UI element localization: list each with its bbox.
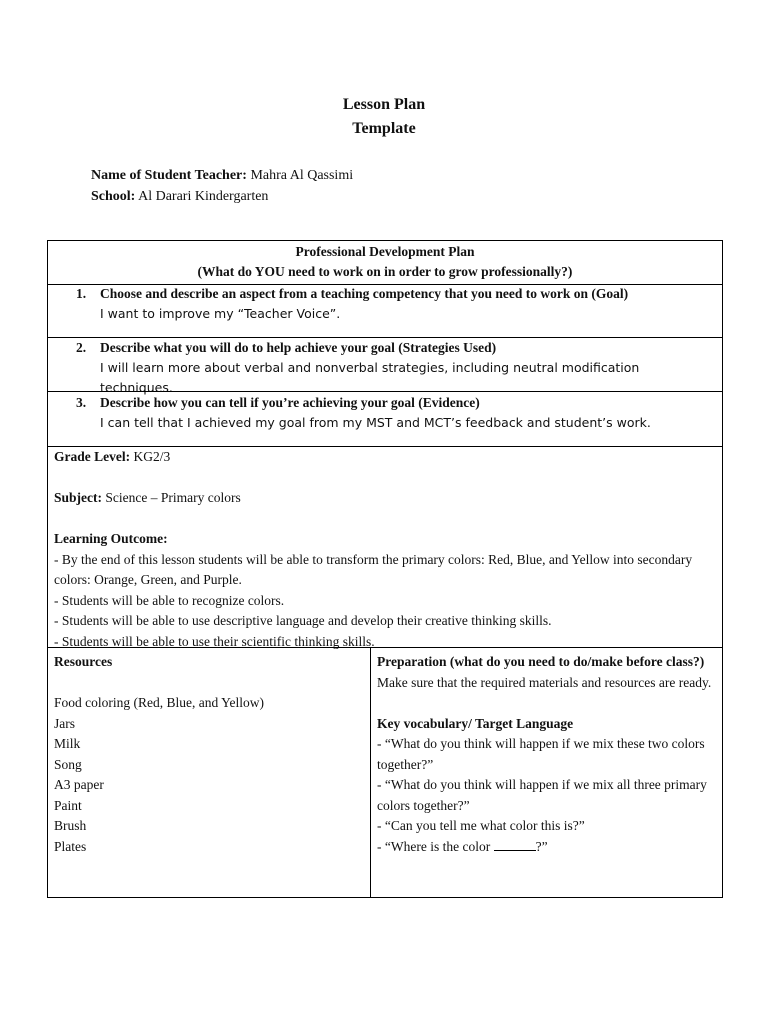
pdp-heading: Professional Development Plan bbox=[295, 244, 475, 259]
pdp-subheading: (What do YOU need to work on in order to grow professionally?) bbox=[197, 264, 573, 279]
pdp-item-strategies bbox=[76, 338, 714, 398]
fill-in-blank bbox=[494, 837, 536, 851]
resource-item: Milk bbox=[54, 736, 81, 751]
learning-outcome-label: Learning Outcome: bbox=[54, 531, 168, 546]
item-question: Describe what you will do to help achieve your goal (Strategies Used) bbox=[100, 340, 497, 355]
grade-level-value: KG2/3 bbox=[133, 449, 171, 464]
pdp-item-goal bbox=[76, 284, 714, 324]
vocabulary-item: - “What do you think will happen if we mix these two colors together?” bbox=[377, 736, 705, 772]
item-question: Choose and describe an aspect from a teaching competency that you need to work on (Goal) bbox=[100, 286, 629, 301]
document-subtitle: Template bbox=[352, 120, 416, 137]
student-teacher-value: Mahra Al Qassimi bbox=[250, 168, 354, 183]
vocabulary-item: - “Can you tell me what color this is?” bbox=[377, 818, 585, 833]
preparation-text: Make sure that the required materials and resources are ready. bbox=[377, 674, 712, 690]
preparation-column bbox=[377, 652, 717, 857]
pdp-item-evidence bbox=[76, 393, 714, 433]
item-number: 1. bbox=[76, 286, 87, 301]
item-answer: I will learn more about verbal and nonverbal strategies, including neutral modification techniques. bbox=[100, 360, 640, 395]
vocabulary-heading: Key vocabulary/ Target Language bbox=[377, 715, 574, 731]
vocabulary-suffix: ?” bbox=[535, 838, 548, 854]
school-value: Al Darari Kindergarten bbox=[138, 189, 269, 204]
resources-heading: Resources bbox=[54, 654, 113, 669]
school-line bbox=[91, 187, 268, 207]
subject-line bbox=[54, 488, 714, 509]
learning-outcome-item: - Students will be able to recognize colors. bbox=[54, 592, 285, 608]
resource-item: Paint bbox=[54, 797, 82, 813]
lesson-details bbox=[54, 447, 714, 652]
learning-outcome-item: - Students will be able to use descriptive language and develop their creative thinking skills. bbox=[54, 613, 552, 628]
vocabulary-prefix: - “Where is the color bbox=[377, 838, 494, 854]
item-question: Describe how you can tell if you’re achieving your goal (Evidence) bbox=[100, 395, 480, 410]
preparation-heading: Preparation (what do you need to do/make before class?) bbox=[377, 654, 705, 669]
item-number: 2. bbox=[76, 340, 87, 355]
grade-level-line bbox=[54, 447, 714, 468]
subject-value: Science – Primary colors bbox=[105, 490, 241, 505]
column-divider bbox=[370, 647, 371, 897]
divider bbox=[48, 647, 722, 648]
resource-item: Brush bbox=[54, 818, 87, 833]
resource-item: Jars bbox=[54, 715, 75, 731]
resource-item: Song bbox=[54, 756, 82, 772]
item-answer: I want to improve my “Teacher Voice”. bbox=[100, 306, 341, 321]
vocabulary-item bbox=[377, 837, 717, 858]
learning-outcome-item: - Students will be able to use their scientific thinking skills. bbox=[54, 633, 375, 649]
vocabulary-item: - “What do you think will happen if we mix all three primary colors together?” bbox=[377, 777, 707, 813]
student-teacher-label: Name of Student Teacher: bbox=[91, 168, 247, 183]
lesson-plan-table bbox=[47, 240, 723, 898]
resource-item: Food coloring (Red, Blue, and Yellow) bbox=[54, 695, 264, 710]
resources-column bbox=[54, 652, 364, 857]
item-answer: I can tell that I achieved my goal from my MST and MCT’s feedback and student’s work. bbox=[100, 415, 651, 430]
resource-item: Plates bbox=[54, 838, 87, 854]
resource-item: A3 paper bbox=[54, 777, 104, 792]
grade-level-label: Grade Level: bbox=[54, 449, 131, 464]
divider bbox=[48, 391, 722, 392]
school-label: School: bbox=[91, 189, 136, 204]
subject-label: Subject: bbox=[54, 490, 102, 505]
item-number: 3. bbox=[76, 395, 87, 410]
learning-outcome-item: - By the end of this lesson students will be able to transform the primary colors: Red, Blue, and Yellow into secondary colors: Orange, Green, and Purple. bbox=[54, 551, 693, 587]
document-title: Lesson Plan bbox=[342, 96, 426, 113]
student-teacher-line bbox=[91, 166, 353, 186]
